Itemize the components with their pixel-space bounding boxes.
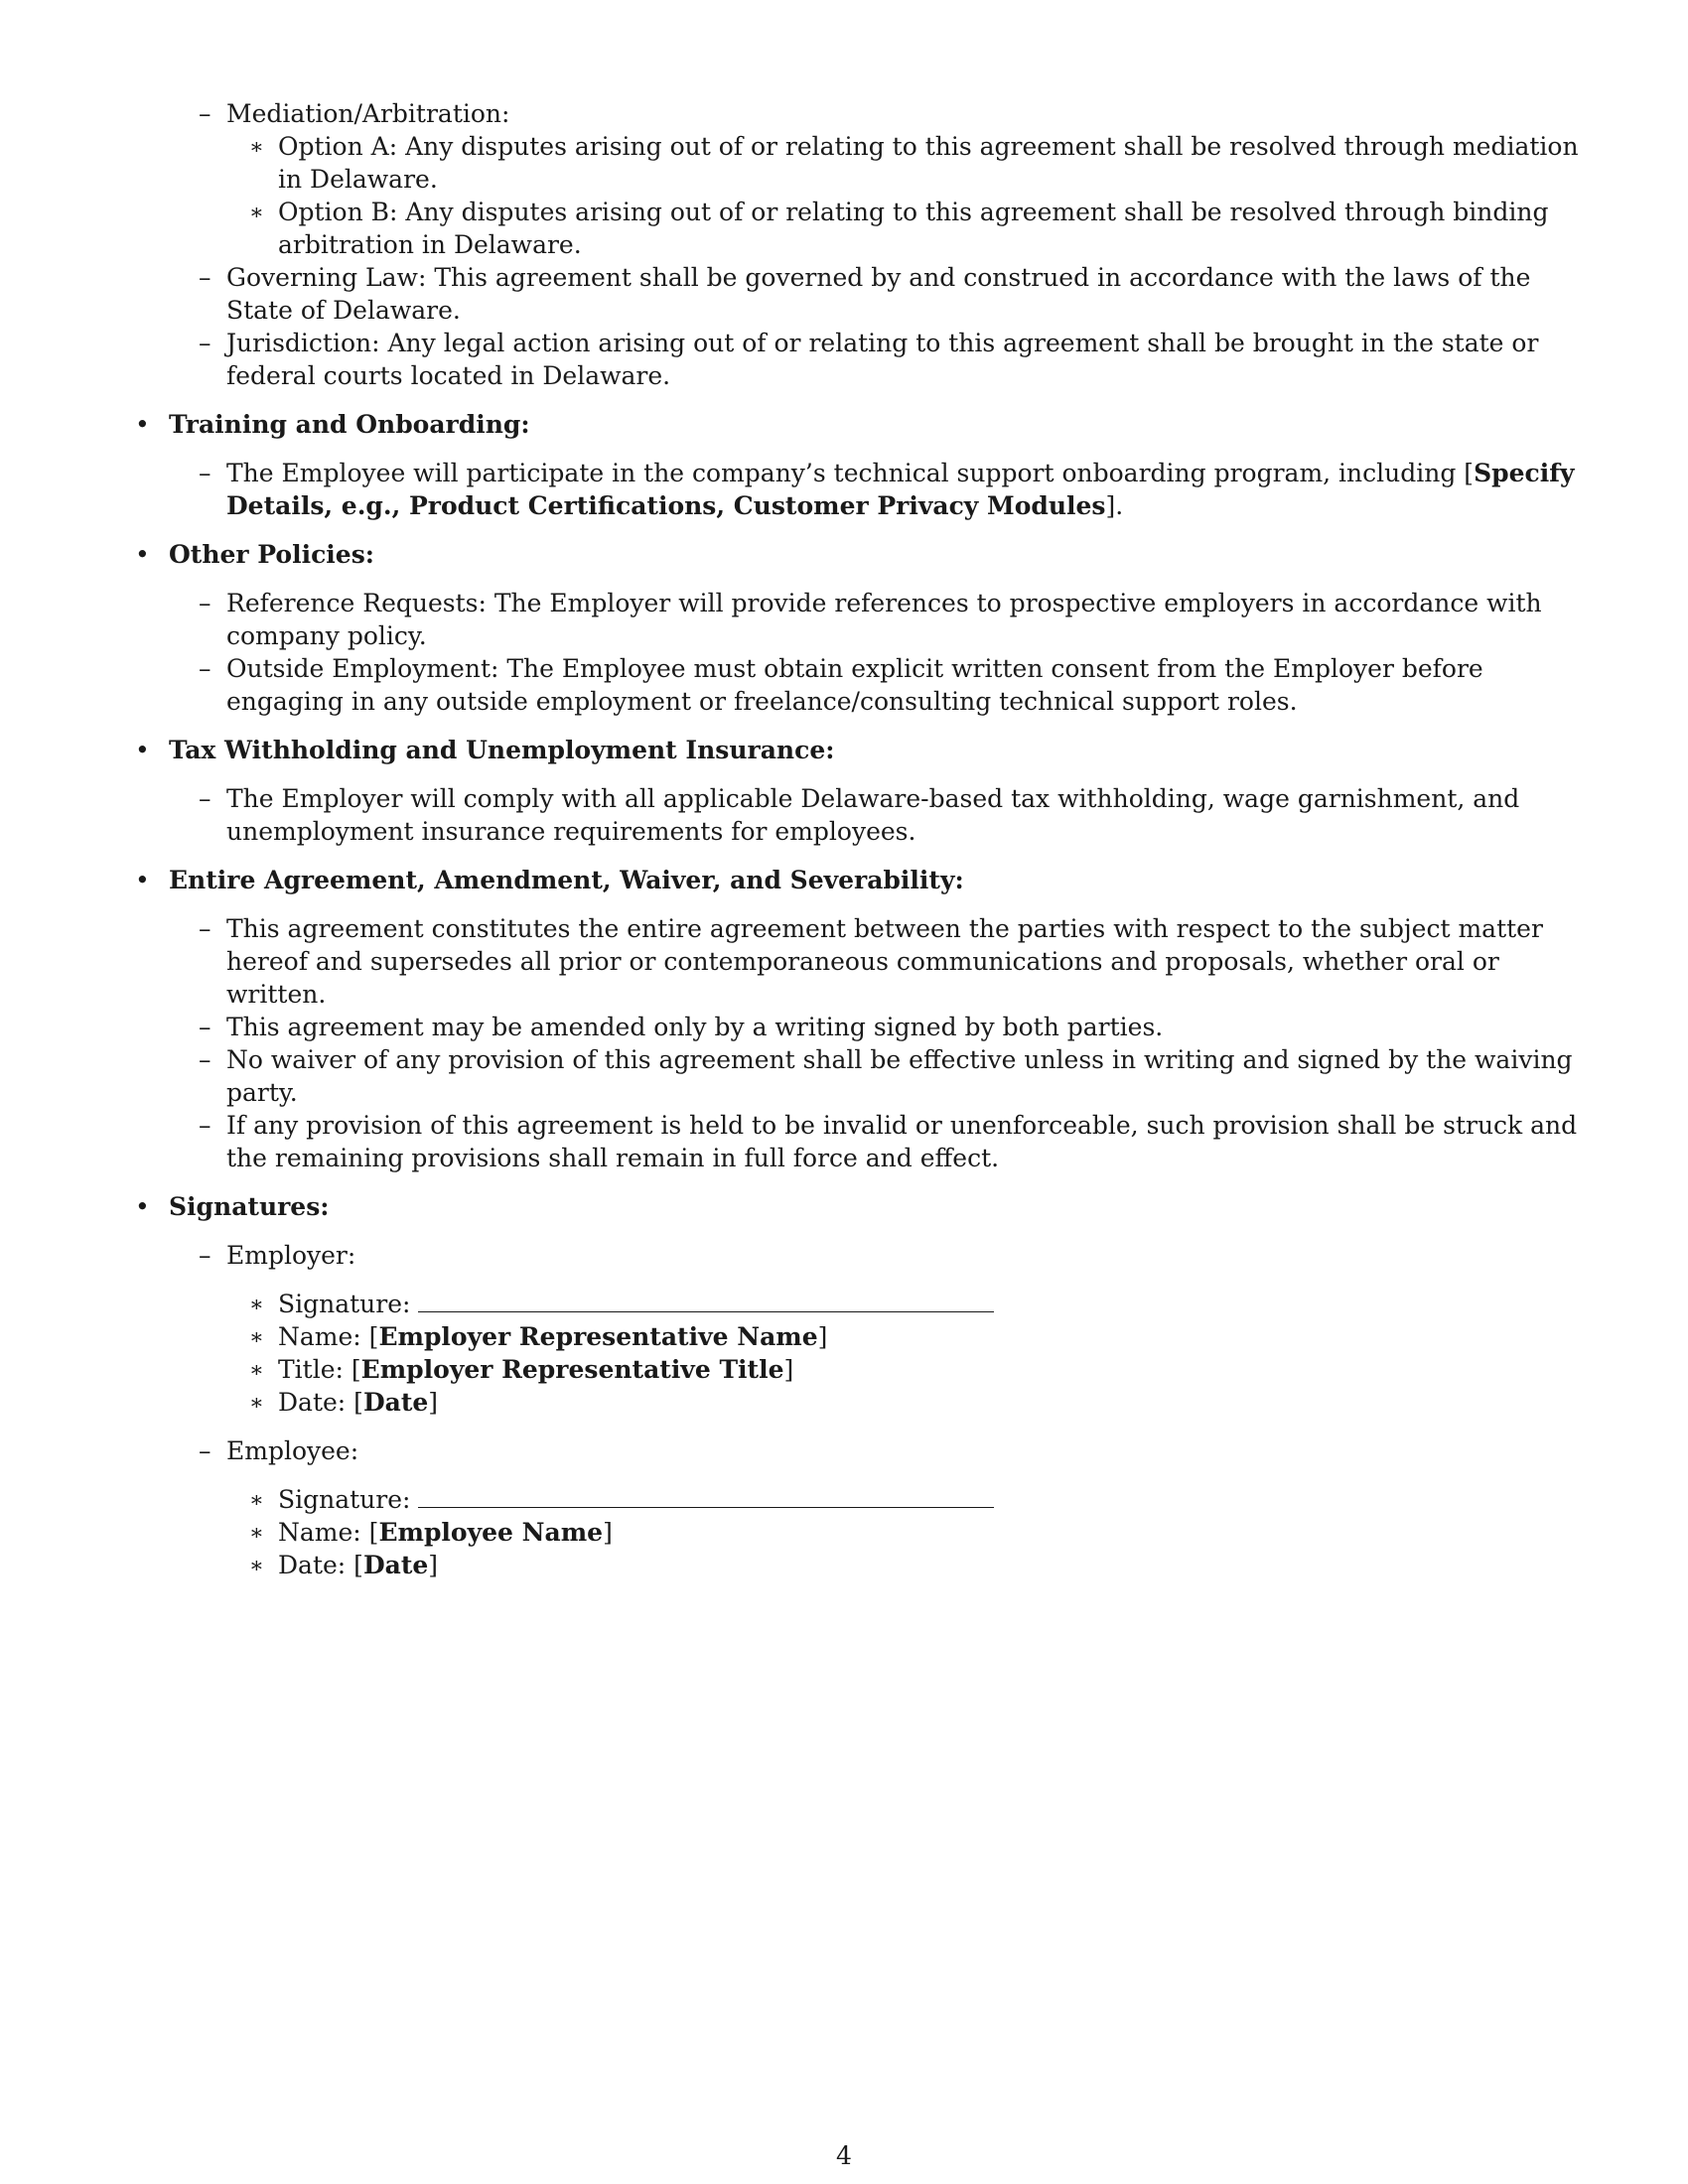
employer-name-value: Employer Representative Name <box>378 1322 818 1351</box>
entire-agreement-heading: • Entire Agreement, Amendment, Waiver, and Severability: <box>132 864 1587 896</box>
tax-item <box>132 782 1587 848</box>
employer-title-row <box>132 1353 1587 1386</box>
star-marker: ∗ <box>249 1391 264 1416</box>
mediation-item <box>132 97 1587 130</box>
reference-requests-text: Reference Requests: The Employer will provide references to prospective employers in accordance with company policy. <box>226 589 1542 650</box>
entire-item-text: If any provision of this agreement is held to be invalid or unenforceable, such provision shall be struck and the remaining provisions shall remain in full force and effect. <box>226 1111 1578 1172</box>
employee-date-value: Date <box>362 1551 429 1579</box>
star-marker: ∗ <box>249 1325 264 1350</box>
employer-label: Employer: <box>226 1241 356 1270</box>
close-bracket: ] <box>783 1355 794 1384</box>
star-marker: ∗ <box>249 1554 264 1578</box>
governing-law-item <box>132 261 1587 327</box>
page-number: 4 <box>836 2141 852 2170</box>
option-a-text: Option A: Any disputes arising out of or relating to this agreement shall be resolved through mediation in Delaware. <box>278 132 1579 194</box>
star-marker: ∗ <box>249 135 264 160</box>
close-bracket: ] <box>817 1322 828 1351</box>
employer-date-value: Date <box>362 1388 429 1417</box>
entire-item <box>132 1043 1587 1109</box>
reference-requests-item <box>132 587 1587 652</box>
mediation-label: Mediation/Arbitration: <box>226 99 510 128</box>
training-text-pre: The Employee will participate in the company’s technical support onboarding program, including [ <box>226 459 1475 487</box>
dash-marker: – <box>199 914 211 943</box>
other-policies-heading: • Other Policies: <box>132 538 1587 571</box>
open-bracket: [ <box>351 1355 361 1384</box>
training-text-post: ]. <box>1105 491 1124 520</box>
outside-employment-text: Outside Employment: The Employee must obtain explicit written consent from the Employer before engaging in any outside employment or freelance/consulting technical support roles. <box>226 654 1483 716</box>
dash-marker: – <box>199 589 211 617</box>
entire-item <box>132 1109 1587 1174</box>
tax-text: The Employer will comply with all applicable Delaware-based tax withholding, wage garnishment, and unemployment insurance requirements for employees. <box>226 784 1520 846</box>
close-bracket: ] <box>428 1551 439 1579</box>
dash-marker: – <box>199 1045 211 1074</box>
entire-item-text: This agreement constitutes the entire agreement between the parties with respect to the subject matter hereof and supersedes all prior or contemporaneous communications and proposals, whether oral or written. <box>226 914 1543 1009</box>
star-marker: ∗ <box>249 1293 264 1317</box>
option-b-item <box>132 196 1587 261</box>
training-item <box>132 457 1587 522</box>
employee-label: Employee: <box>226 1436 359 1465</box>
open-bracket: [ <box>353 1551 363 1579</box>
dash-marker: – <box>199 99 211 128</box>
employer-date-label: Date: <box>278 1388 347 1417</box>
dash-marker: – <box>199 1436 211 1465</box>
employer-date-row <box>132 1386 1587 1419</box>
dash-marker: – <box>199 1111 211 1140</box>
employee-date-label: Date: <box>278 1551 347 1579</box>
star-marker: ∗ <box>249 1358 264 1383</box>
outside-employment-item <box>132 652 1587 718</box>
jurisdiction-text: Jurisdiction: Any legal action arising out of or relating to this agreement shall be brought in the state or federal courts located in Delaware. <box>226 329 1539 390</box>
governing-law-text: Governing Law: This agreement shall be governed by and construed in accordance with the laws of the State of Delaware. <box>226 263 1531 325</box>
employee-signature-row <box>132 1483 1587 1516</box>
employee-signature-line[interactable] <box>418 1485 994 1508</box>
training-text-bold: Specify Details, e.g., Product Certifications, Customer Privacy Modules <box>226 459 1575 520</box>
close-bracket: ] <box>428 1388 439 1417</box>
dash-marker: – <box>199 784 211 813</box>
employer-signature-line[interactable] <box>418 1290 994 1312</box>
open-bracket: [ <box>353 1388 363 1417</box>
employee-item <box>132 1434 1587 1467</box>
employee-name-row <box>132 1516 1587 1549</box>
open-bracket: [ <box>368 1322 379 1351</box>
employer-name-label: Name: <box>278 1322 361 1351</box>
entire-item-text: This agreement may be amended only by a writing signed by both parties. <box>226 1013 1164 1041</box>
jurisdiction-item <box>132 327 1587 392</box>
dash-marker: – <box>199 654 211 683</box>
employer-title-label: Title: <box>278 1355 344 1384</box>
close-bracket: ] <box>603 1518 613 1547</box>
signatures-heading: • Signatures: <box>132 1190 1587 1223</box>
dash-marker: – <box>199 459 211 487</box>
document-body <box>132 97 1587 1581</box>
option-b-text: Option B: Any disputes arising out of or relating to this agreement shall be resolved through binding arbitration in Delaware. <box>278 198 1549 259</box>
open-bracket: [ <box>368 1518 379 1547</box>
dash-marker: – <box>199 1241 211 1270</box>
option-a-item <box>132 130 1587 196</box>
employer-title-value: Employer Representative Title <box>360 1355 784 1384</box>
employer-signature-row <box>132 1288 1587 1320</box>
employee-signature-label: Signature: <box>278 1485 411 1514</box>
employer-name-row <box>132 1320 1587 1353</box>
dash-marker: – <box>199 329 211 357</box>
training-heading: • Training and Onboarding: <box>132 408 1587 441</box>
entire-item <box>132 1011 1587 1043</box>
star-marker: ∗ <box>249 201 264 225</box>
employee-name-label: Name: <box>278 1518 361 1547</box>
employer-item <box>132 1239 1587 1272</box>
employer-signature-label: Signature: <box>278 1290 411 1318</box>
tax-heading: • Tax Withholding and Unemployment Insurance: <box>132 734 1587 766</box>
star-marker: ∗ <box>249 1488 264 1513</box>
employee-name-value: Employee Name <box>378 1518 604 1547</box>
star-marker: ∗ <box>249 1521 264 1546</box>
entire-item <box>132 912 1587 1011</box>
dash-marker: – <box>199 263 211 292</box>
dash-marker: – <box>199 1013 211 1041</box>
entire-item-text: No waiver of any provision of this agreement shall be effective unless in writing and signed by the waiving party. <box>226 1045 1573 1107</box>
employee-date-row <box>132 1549 1587 1581</box>
